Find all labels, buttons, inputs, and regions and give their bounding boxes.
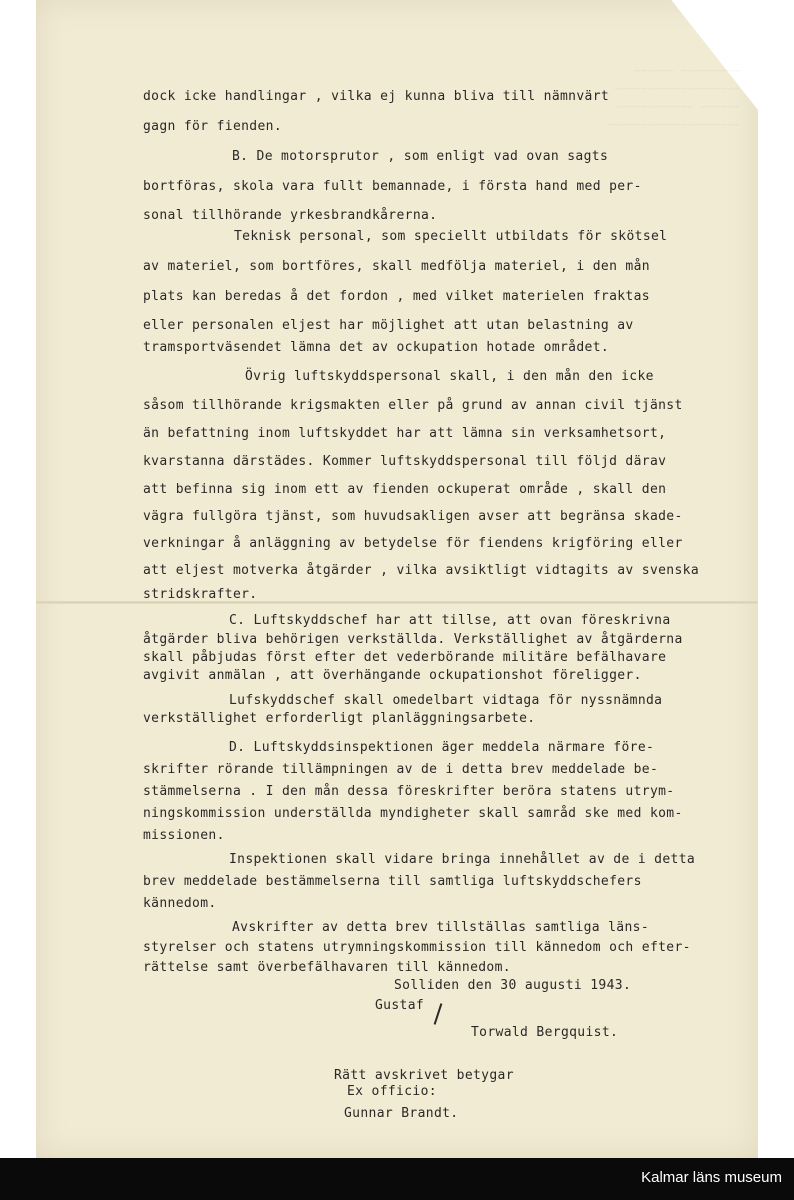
copies-line-1: Avskrifter av detta brev tillställas samtliga läns- (232, 920, 650, 935)
paragraph-d-line-2: skrifter rörande tillämpningen av de i detta brev meddelade be- (143, 762, 659, 777)
body-line-1: dock icke handlingar , vilka ej kunna bliva till nämnvärt (143, 89, 610, 104)
bleed-through-texture: ~~~~~~~~~ ~~~~~~ ~~~~~~~~~~~~~~~~~~~ ~~~~~~ ~~~~~~~~~~~~ ~~~~~~~~~~~~~~~~~~~~ (607, 64, 740, 131)
certification-line: Rätt avskrivet betygar (334, 1068, 514, 1083)
technical-staff-line-5: tramsportväsendet lämna det av ockupation hotade området. (143, 340, 610, 355)
paragraph-d-line-5: missionen. (143, 828, 225, 843)
ex-officio: Ex officio: (347, 1084, 437, 1099)
paragraph-b-line-3: sonal tillhörande yrkesbrandkårerna. (143, 208, 438, 223)
paragraph-d-line-1: D. Luftskyddsinspektionen äger meddela närmare före- (229, 740, 655, 755)
certifier-name: Gunnar Brandt. (344, 1106, 459, 1121)
inspection-line-1: Inspektionen skall vidare bringa innehållet av de i detta (229, 852, 696, 867)
body-line-2: gagn för fienden. (143, 119, 283, 134)
technical-staff-line-4: eller personalen eljest har möjlighet att utan belastning av (143, 318, 634, 333)
other-personnel-line-3: än befattning inom luftskyddet har att lämna sin verksamhetsort, (143, 426, 667, 441)
paragraph-c-line-4: avgivit anmälan , att överhängande ockupationshot föreligger. (143, 668, 642, 683)
paragraph-c2-line-1: Lufskyddschef skall omedelbart vidtaga för nyssnämnda (229, 693, 663, 708)
other-personnel-line-9: stridskrafter. (143, 587, 258, 602)
inspection-line-2: brev meddelade bestämmelserna till samtliga luftskyddschefers (143, 874, 642, 889)
other-personnel-line-2: såsom tillhörande krigsmakten eller på grund av annan civil tjänst (143, 398, 683, 413)
paragraph-c-line-2: åtgärder bliva behörigen verkställda. Verkställighet av åtgärderna (143, 632, 683, 647)
other-personnel-line-6: vägra fullgöra tjänst, som huvudsakligen avser att begränsa skade- (143, 509, 683, 524)
footer-bar (0, 1158, 794, 1200)
paragraph-b-line-1: B. De motorsprutor , som enligt vad ovan sagts (232, 149, 609, 164)
signature-bergquist: Torwald Bergquist. (471, 1025, 619, 1040)
paragraph-c-line-1: C. Luftskyddschef har att tillse, att ovan föreskrivna (229, 613, 671, 628)
paragraph-d-line-4: ningskommission underställda myndigheter skall samråd ske med kom- (143, 806, 683, 821)
other-personnel-line-8: att eljest motverka åtgärder , vilka avsiktligt vidtagits av svenska (143, 563, 700, 578)
copies-line-2: styrelser och statens utrymningskommission till kännedom och efter- (143, 940, 691, 955)
paragraph-c-line-3: skall påbjudas först efter det vederbörande militäre befälhavare (143, 650, 667, 665)
other-personnel-line-1: Övrig luftskyddspersonal skall, i den mån den icke (245, 369, 654, 384)
other-personnel-line-5: att befinna sig inom ett av fienden ockuperat område , skall den (143, 482, 667, 497)
paragraph-d-line-3: stämmelserna . I den mån dessa föreskrifter beröra statens utrym- (143, 784, 675, 799)
place-date: Solliden den 30 augusti 1943. (394, 978, 632, 993)
copies-line-3: rättelse samt överbefälhavaren till kännedom. (143, 960, 511, 975)
inspection-line-3: kännedom. (143, 896, 217, 911)
other-personnel-line-4: kvarstanna därstädes. Kommer luftskyddspersonal till följd därav (143, 454, 667, 469)
paragraph-c2-line-2: verkställighet erforderligt planläggningsarbete. (143, 711, 536, 726)
technical-staff-line-1: Teknisk personal, som speciellt utbildats för skötsel (234, 229, 668, 244)
technical-staff-line-2: av materiel, som bortföres, skall medfölja materiel, i den mån (143, 259, 650, 274)
museum-name: Kalmar läns museum (641, 1169, 782, 1186)
other-personnel-line-7: verkningar å anläggning av betydelse för fiendens krigföring eller (143, 536, 683, 551)
technical-staff-line-3: plats kan beredas å det fordon , med vilket materielen fraktas (143, 289, 650, 304)
signature-gustaf: Gustaf (375, 998, 425, 1013)
paragraph-b-line-2: bortföras, skola vara fullt bemannade, i första hand med per- (143, 179, 642, 194)
